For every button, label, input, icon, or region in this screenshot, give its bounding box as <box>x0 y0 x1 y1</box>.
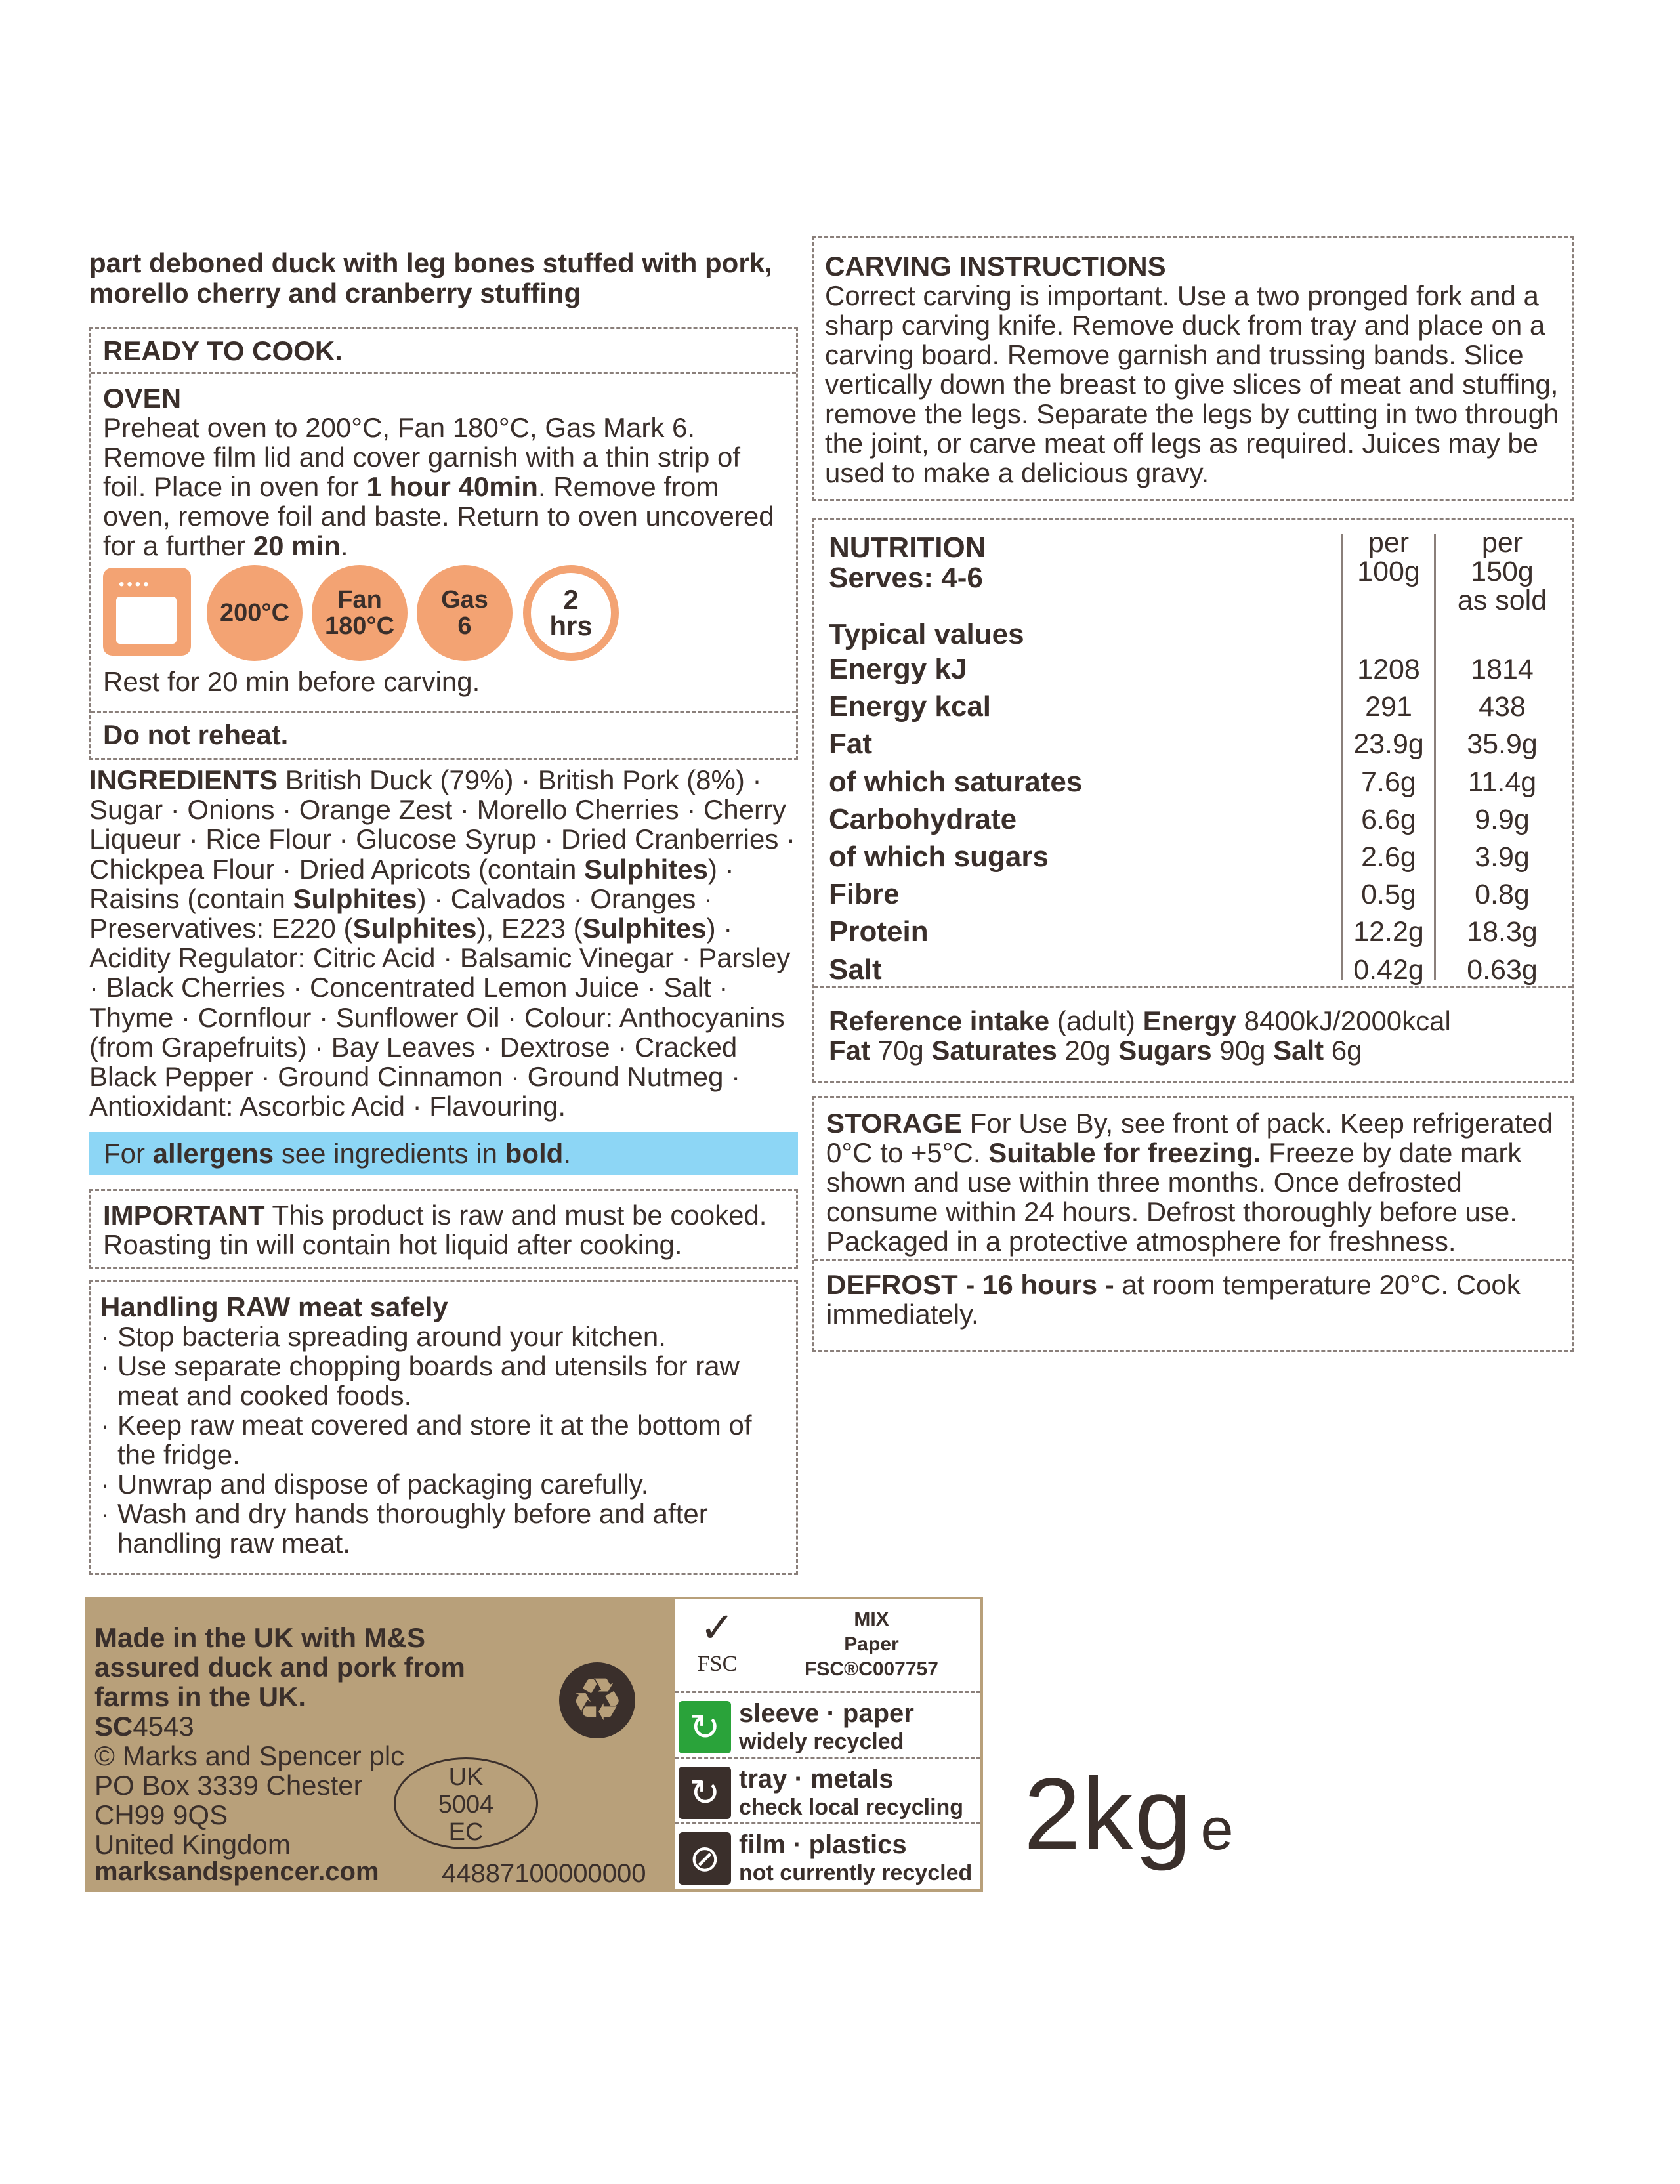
recycling-row-tray: ↻ tray · metals check local recycling <box>675 1757 980 1824</box>
nutrient-value-150g: 9.9g <box>1475 803 1530 835</box>
ready-to-cook-heading: READY TO COOK. <box>103 335 343 366</box>
list-item: · Keep raw meat covered and store it at the bottom of the fridge. <box>100 1410 787 1469</box>
nutrient-value-100g: 12.2g <box>1353 916 1424 948</box>
nutrient-value-150g: 0.8g <box>1475 879 1530 911</box>
list-item: · Stop bacteria spreading around your kitchen. <box>100 1322 787 1351</box>
ingredients-list <box>89 765 798 1121</box>
handling-list <box>100 1322 787 1558</box>
nutrient-value-100g: 6.6g <box>1361 803 1416 835</box>
allergen-word: Sulphites <box>583 853 709 885</box>
nutrient-value-100g: 0.5g <box>1361 879 1416 911</box>
ingredients-label: INGREDIENTS <box>89 765 278 795</box>
nutrition-table <box>812 518 1574 1083</box>
col-header-150g: per 150g as sold <box>1457 527 1547 616</box>
important-notice: IMPORTANT This product is raw and must be cooked. Roasting tin will contain hot liquid after cooking. <box>89 1189 798 1269</box>
net-weight: 2kg e <box>1024 1757 1235 1872</box>
nutrient-value-100g: 0.42g <box>1353 954 1424 986</box>
carving-text: Correct carving is important. Use a two pronged fork and a sharp carving knife. Remove duck from tray and place on a carving board. Remove garnish and trussing bands. Slice vertically down the breast to give slices of meat and stuffing, remove the legs. Separate the legs by cutting in two through the joint, or carve meat off legs as required. Juices may be used to make a delicious gravy. <box>825 280 1559 488</box>
widely-recycled-icon: ↻ <box>679 1701 731 1754</box>
nutrient-name: Fibre <box>829 878 900 911</box>
recycling-row-film: ⊘ film · plastics not currently recycled <box>675 1822 980 1890</box>
estimated-sign: e <box>1200 1797 1235 1862</box>
gas-mark-icon: Gas 6 <box>417 565 513 661</box>
allergen-banner: For allergens see ingredients in bold. <box>89 1132 798 1175</box>
nutrient-value-150g: 3.9g <box>1475 841 1530 873</box>
nutrient-value-150g: 438 <box>1479 691 1526 723</box>
recycling-row-sleeve: ↻ sleeve · paper widely recycled <box>675 1691 980 1759</box>
cooking-icons <box>103 565 694 663</box>
nutrient-name: Salt <box>829 953 882 986</box>
ingredients-text <box>89 765 795 1122</box>
nutrient-value-150g: 18.3g <box>1467 916 1538 948</box>
fsc-tree-icon: ✓ FSC <box>697 1604 738 1676</box>
made-in-uk-text: Made in the UK with M&S assured duck and pork from farms in the UK. <box>94 1622 465 1712</box>
manufacturer-info <box>85 1597 672 1892</box>
defrost-text: DEFROST - 16 hours - at room temperature 20°C. Cook immediately. <box>826 1269 1521 1330</box>
address-line: PO Box 3339 Chester <box>94 1770 363 1801</box>
address-line: © Marks and Spencer plc <box>94 1740 405 1771</box>
temperature-icon: 200°C <box>207 565 303 661</box>
ingredient-text: ) · Acidity Regulator: Citric Acid · Balsamic Vinegar · Parsley · Black Cherries · Concentrated Lemon Juice · Salt · Thyme · Cornflour · Sunflower Oil · Colour: Anthocyanins (from Grapefruits) · Bay Leaves · Dextrose · Cracked Black Pepper · Ground Cinnamon · Ground Nutmeg · Antioxidant: Ascorbic Acid · Flavouring. <box>89 913 791 1122</box>
nutrient-value-150g: 11.4g <box>1467 766 1537 798</box>
supplier-code: SC4543 <box>94 1711 194 1742</box>
list-item: · Wash and dry hands thoroughly before and after handling raw meat. <box>100 1499 787 1558</box>
ingredient-text: ) · Raisins (contain <box>89 853 734 914</box>
health-mark-oval: UK 5004 EC <box>394 1757 538 1849</box>
barcode-number: 44887100000000 <box>442 1859 646 1888</box>
allergen-word: Sulphites <box>293 883 417 914</box>
list-item: · Unwrap and dispose of packaging carefully. <box>100 1469 787 1499</box>
storage-panel <box>812 1096 1574 1352</box>
oven-instructions: OVEN Preheat oven to 200°C, Fan 180°C, Gas Mark 6. Remove film lid and cover garnish with a thin strip of foil. Place in oven for 1 hour 40min. Remove from oven, remove foil and baste. Return to oven uncovered for a further 20 min. <box>103 383 787 560</box>
nutrient-value-150g: 0.63g <box>1467 954 1538 986</box>
nutrient-name: Carbohydrate <box>829 803 1017 835</box>
recycle-arrows-icon: ♻ <box>559 1662 635 1738</box>
nutrient-value-100g: 7.6g <box>1361 766 1416 798</box>
nutrient-value-100g: 1208 <box>1357 654 1420 685</box>
nutrient-value-150g: 1814 <box>1471 654 1534 685</box>
product-description: part deboned duck with leg bones stuffed with pork, morello cherry and cranberry stuffing <box>89 247 772 308</box>
nutrient-name: Protein <box>829 915 929 948</box>
check-local-recycling-icon: ↻ <box>679 1767 731 1819</box>
typical-values: Typical values <box>829 618 1024 650</box>
serves: Serves: 4-6 <box>829 562 983 594</box>
allergen-word: Sulphites <box>352 913 477 944</box>
nutrient-name: of which saturates <box>829 765 1083 798</box>
handling-title: Handling RAW meat safely <box>100 1292 448 1322</box>
not-recycled-icon: ⊘ <box>679 1832 731 1885</box>
nutrient-value-150g: 35.9g <box>1467 728 1538 761</box>
nutrient-value-100g: 23.9g <box>1353 728 1424 761</box>
nutrient-name: Energy kcal <box>829 690 992 723</box>
ingredient-text: ) · Calvados · Oranges · Preservatives: E220 ( <box>89 883 713 944</box>
storage-text: STORAGE For Use By, see front of pack. Keep refrigerated 0°C to +5°C. Suitable for freezing. Freeze by date mark shown and use within three months. Once defrosted consume within 24 hours. Defrost thoroughly before use. Packaged in a protective atmosphere for freshness. <box>826 1108 1553 1257</box>
nutrient-value-100g: 2.6g <box>1361 841 1416 873</box>
carving-instructions-panel <box>812 236 1574 501</box>
oven-title: OVEN <box>103 383 182 413</box>
fsc-row: ✓ FSC MIX Paper FSC®C007757 <box>675 1599 980 1691</box>
nutrient-name: Fat <box>829 728 872 761</box>
fan-temperature-icon: Fan 180°C <box>312 565 408 661</box>
cook-time-icon: 2 hrs <box>523 565 619 661</box>
ready-to-cook-panel <box>89 327 798 760</box>
carving-title: CARVING INSTRUCTIONS <box>825 251 1166 282</box>
recycling-panel <box>672 1597 983 1892</box>
website: marksandspencer.com <box>94 1857 379 1886</box>
no-reheat-warning: Do not reheat. <box>103 719 289 750</box>
ingredient-text: British Duck (79%) · British Pork (8%) · Sugar · Onions · Orange Zest · Morello Cherries · Cherry Liqueur · Rice Flour · Glucose Syrup · Dried Cranberries · Chickpea Flour · Dried Apricots (contain <box>89 765 796 885</box>
oven-icon: •••• <box>103 568 191 656</box>
handling-raw-meat-panel <box>89 1280 798 1575</box>
address-line: CH99 9QS <box>94 1799 228 1830</box>
col-header-100g: per 100g <box>1357 527 1420 587</box>
address-line: United Kingdom <box>94 1829 291 1860</box>
nutrient-name: of which sugars <box>829 841 1049 873</box>
nutrition-title: NUTRITION <box>829 532 986 564</box>
list-item: · Use separate chopping boards and utensils for raw meat and cooked foods. <box>100 1351 787 1410</box>
rest-instruction: Rest for 20 min before carving. <box>103 666 480 697</box>
ingredient-text: ), E223 ( <box>476 913 583 944</box>
allergen-word: Sulphites <box>582 913 707 944</box>
nutrient-value-100g: 291 <box>1365 691 1412 723</box>
reference-intake: Reference intake (adult) Energy 8400kJ/2000kcal Fat 70g Saturates 20g Sugars 90g Salt 6g <box>829 1005 1451 1066</box>
nutrient-name: Energy kJ <box>829 653 967 685</box>
